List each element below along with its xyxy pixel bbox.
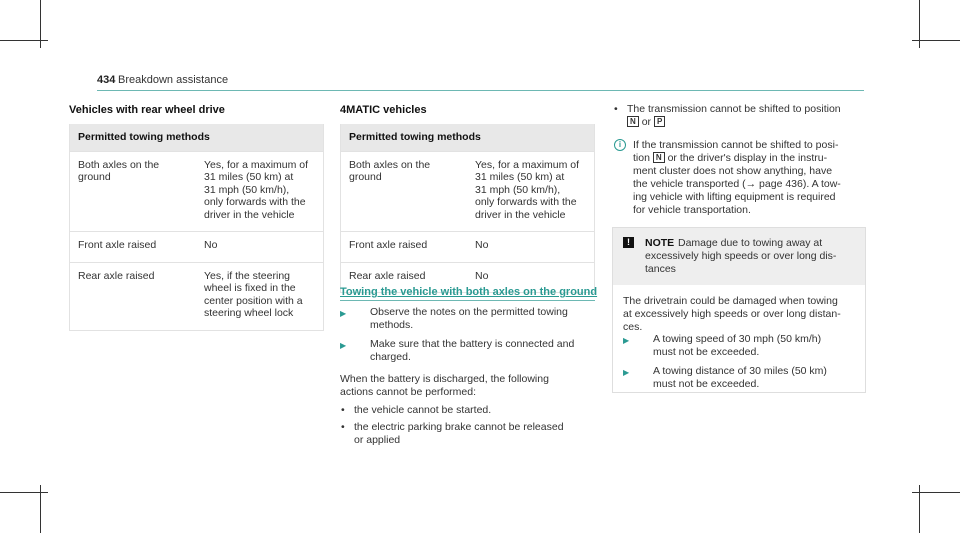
step-arrow-icon: ▶: [623, 368, 630, 377]
table-row: Both axles on the ground Yes, for a maximum of 31 miles (50 km) at 31 mph (50 km/h), only forwards with the driver in the vehicle: [70, 151, 324, 232]
table-header: Permitted towing methods: [70, 124, 324, 151]
note-header: [613, 228, 865, 285]
step-check-battery: ▶ Make sure that the battery is connected and charged.: [340, 338, 575, 363]
table-row: Rear axle raised No: [341, 262, 595, 293]
step-arrow-icon: ▶: [623, 336, 630, 345]
section-heading: 4MATIC vehicles: [340, 104, 427, 116]
towing-methods-table: [69, 124, 324, 331]
key-n-icon: N: [653, 152, 665, 163]
rear-wheel-drive-section: [69, 104, 324, 331]
list-item: • the electric parking brake cannot be released or applied: [341, 421, 564, 446]
table-header: Permitted towing methods: [341, 124, 595, 151]
crop-mark: [0, 492, 48, 493]
step-speed-limit: ▶ A towing speed of 30 mph (50 km/h) must not be exceeded.: [623, 333, 822, 358]
warning-icon: !: [623, 237, 634, 248]
list-item: • the vehicle cannot be started.: [341, 404, 492, 416]
key-n-icon: N: [627, 116, 639, 127]
fourmatic-section: [340, 104, 595, 293]
info-icon: i: [614, 139, 626, 151]
page-number: 434: [97, 74, 116, 86]
crop-mark: [912, 40, 960, 41]
towing-methods-table: [340, 124, 595, 293]
key-p-icon: P: [654, 116, 665, 127]
discharged-paragraph: When the battery is discharged, the following actions cannot be performed:: [340, 373, 549, 398]
towing-link-heading[interactable]: Towing the vehicle with both axles on the ground: [340, 286, 598, 298]
table-row: Front axle raised No: [341, 232, 595, 263]
table-row: Front axle raised No: [70, 232, 324, 263]
info-paragraph: If the transmission cannot be shifted to posi- tion N or the driver's display in the instru- ment cluster does not show anything, have the vehicle transported (→ page 436). A tow- ing vehicle with lifting equipment is required for vehicle transportation.: [633, 139, 841, 216]
step-observe-notes: ▶ Observe the notes on the permitted towing methods.: [340, 306, 568, 331]
step-arrow-icon: ▶: [340, 309, 347, 318]
table-row: Both axles on the ground Yes, for a maximum of 31 miles (50 km) at 31 mph (50 km/h), only forwards with the driver in the vehicle: [341, 151, 595, 232]
table-row: Rear axle raised Yes, if the steering wheel is fixed in the center position with a steering wheel lock: [70, 262, 324, 330]
section-heading: Vehicles with rear wheel drive: [69, 104, 225, 116]
crop-mark: [0, 40, 48, 41]
step-distance-limit: ▶ A towing distance of 30 miles (50 km) must not be exceeded.: [623, 365, 827, 390]
note-body: The drivetrain could be damaged when towing at excessively high speeds or over long distan- ces.: [623, 295, 841, 333]
list-item: • The transmission cannot be shifted to position N or P: [614, 103, 841, 128]
header-rule: [97, 90, 864, 91]
step-arrow-icon: ▶: [340, 341, 347, 350]
note-label: NOTE: [645, 237, 675, 249]
note-title: Damage due to towing away at excessively high speeds or over long dis- tances: [645, 237, 837, 275]
crop-mark: [912, 492, 960, 493]
section-title: Breakdown assistance: [118, 74, 229, 86]
note-box: [612, 227, 866, 393]
section-rule: [340, 300, 595, 301]
